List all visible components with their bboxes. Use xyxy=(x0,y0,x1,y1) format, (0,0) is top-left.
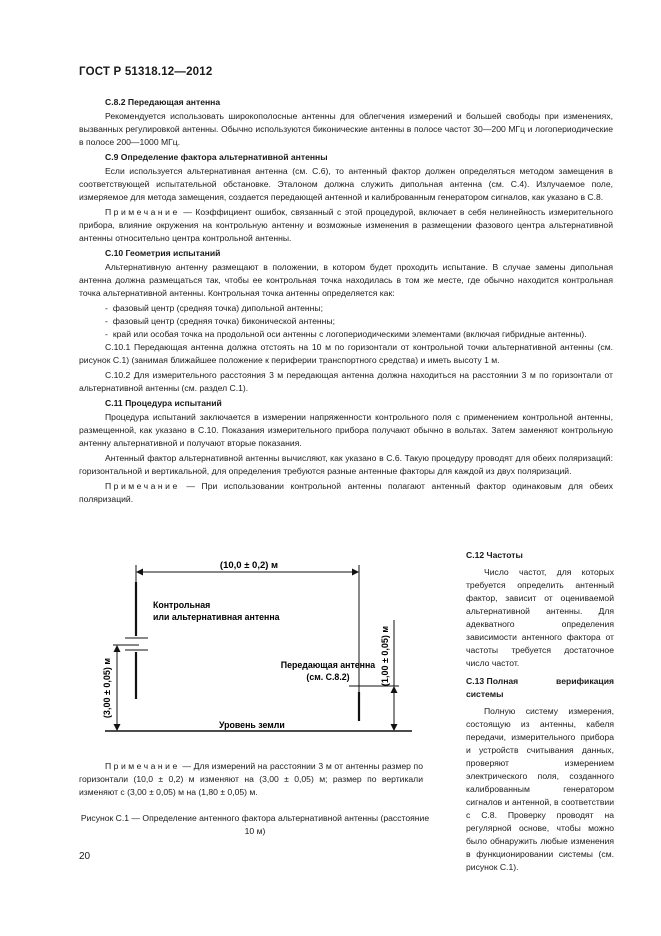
right-text-column xyxy=(466,549,614,876)
section-c11-note xyxy=(79,480,613,506)
ground-label: Уровень земли xyxy=(219,720,285,730)
note-text: — Для измерений на расстоянии 3 м от антенны размер по горизонтали (10,0 ± 0,2) м изменяют на (3,00 ± 0,05) м; размер по вертикали изменяют с (3,00 ± 0,05) м на (1,80 ± 0,05) м. xyxy=(79,761,423,797)
list-item: - край или особая точка на продольной оси антенны с логопериодическими элементами (включая гибридные антенны). xyxy=(105,329,587,339)
tx-antenna-label-1: Передающая антенна xyxy=(280,660,376,670)
antenna-geometry-diagram xyxy=(79,556,431,742)
section-c13-heading-cont: системы xyxy=(466,689,504,699)
right-dim-label: (1,00 ± 0,05) м xyxy=(380,625,390,687)
note-label: Примечание xyxy=(105,481,180,491)
dim-horizontal-label: (10,0 ± 0,2) м xyxy=(219,560,279,571)
section-c82-paragraph: Рекомендуется использовать широкополосные антенны для облегчения измерений и большей свободы при изменениях, вызванных регулировкой антенны. Обычно используются биконические антенны в полосе частот 30—200 МГц и логопериодические в полосе 200—1000 МГц. xyxy=(79,111,613,147)
section-c11-paragraph-2: Антенный фактор альтернативной антенны вычисляют, как указано в С.6. Такую процедуру проводят для обеих поляризаций: горизонтальной и вертикальной, для определения требуются разные антенные факторы для каждой из двух поляризаций. xyxy=(79,453,613,476)
figure-caption: Рисунок С.1 — Определение антенного фактора альтернативной антенны (расстояние 10 м) xyxy=(80,813,430,836)
section-c10-paragraph: Альтернативную антенну размещают в положении, в котором будет проходить испытание. В случае замены дипольная антенна должна размещаться так, чтобы ее контрольная точка находилась в том же месте, где обычно находится контрольная точка альтернативной антенны. Контрольная точка антенны определяется как: xyxy=(79,262,613,298)
section-c13-heading: С.13 Полная верификация xyxy=(466,676,614,686)
section-c12-paragraph: Число частот, для которых требуется определить антенный фактор, зависит от оцениваемой альтернативной антенны. Для адекватного определения зависимости антенного фактора от частоты требуется достаточное число частот. xyxy=(466,567,614,668)
section-c82-heading: С.8.2 Передающая антенна xyxy=(105,97,221,107)
section-c11-paragraph-1: Процедура испытаний заключается в измерении напряженности контрольного поля с применением контрольной антенны, размещенной, как указано в С.10. Показания измерительного прибора получают обычно в вольтах. Затем заменяют контрольную антенну альтернативной и получают вторые показания. xyxy=(79,412,613,448)
note-label: Примечание xyxy=(105,207,180,217)
section-c9-note xyxy=(79,206,613,245)
left-dim-label: (3,00 ± 0,05) м xyxy=(102,657,112,719)
section-c13-paragraph: Полную систему измерения, состоящую из антенны, кабеля передачи, измерительного прибора и устройств считывания данных, проверяют измерением электрического поля, созданного калиброванным генератором сигналов и антенной, в соответствии с С.8. Проверку проводят на регулярной основе, чтобы можно было обнаружить любые изменения в функционировании системы (см. рисунок С.1). xyxy=(466,706,614,872)
section-c10-1-paragraph: С.10.1 Передающая антенна должна отстоять на 10 м по горизонтали от контрольной точки альтернативной антенны (см. рисунок С.1) (занимая ближайшее положение к периферии транспортного средства) и иметь высоту 1 м. xyxy=(79,342,613,365)
note-label: Примечание xyxy=(105,761,180,771)
main-text-column xyxy=(79,96,613,508)
list-item: - фазовый центр (средняя точка) дипольной антенны; xyxy=(105,303,323,313)
control-antenna-label-2: или альтернативная антенна xyxy=(153,612,280,622)
section-c10-heading: С.10 Геометрия испытаний xyxy=(105,248,221,258)
tx-antenna-label-2: (см. С.8.2) xyxy=(306,672,350,682)
document-header: ГОСТ Р 51318.12—2012 xyxy=(79,66,213,78)
control-antenna-label-1: Контрольная xyxy=(153,600,211,610)
figure-c1-diagram xyxy=(79,556,431,742)
page-number: 20 xyxy=(79,851,91,862)
section-c10-2-paragraph: С.10.2 Для измерительного расстояния 3 м передающая антенна должна находиться на расстоянии 3 м по горизонтали от альтернативной антенны (см. раздел С.1). xyxy=(79,370,613,393)
note-text: — Коэффициент ошибок, связанный с этой процедурой, включает в себя нелинейность измерительного прибора, влияние окружения на контрольную антенну и возможные изменения в размещении фазового центра альтернативной антенны относительно центра контрольной антенны. xyxy=(79,207,613,243)
section-c9-heading: С.9 Определение фактора альтернативной антенны xyxy=(105,152,328,162)
note-text: — При использовании контрольной антенны полагают антенный фактор одинаковым для обеих поляризаций. xyxy=(79,481,613,504)
section-c11-heading: С.11 Процедура испытаний xyxy=(105,398,222,408)
section-c12-heading: С.12 Частоты xyxy=(466,550,523,560)
list-item: - фазовый центр (средняя точка) биконической антенны; xyxy=(105,316,335,326)
section-c9-paragraph: Если используется альтернативная антенна (см. С.6), то антенный фактор должен определяться методом замещения в соответствующей испытательной обстановке. Эталоном должна служить дипольная антенна (см. С.4). Излучаемое поле, измеряемое для метода замещения, создается передающей антенной и калиброванным генератором сигналов, как указано в С.8. xyxy=(79,166,613,202)
figure-note xyxy=(79,760,423,801)
